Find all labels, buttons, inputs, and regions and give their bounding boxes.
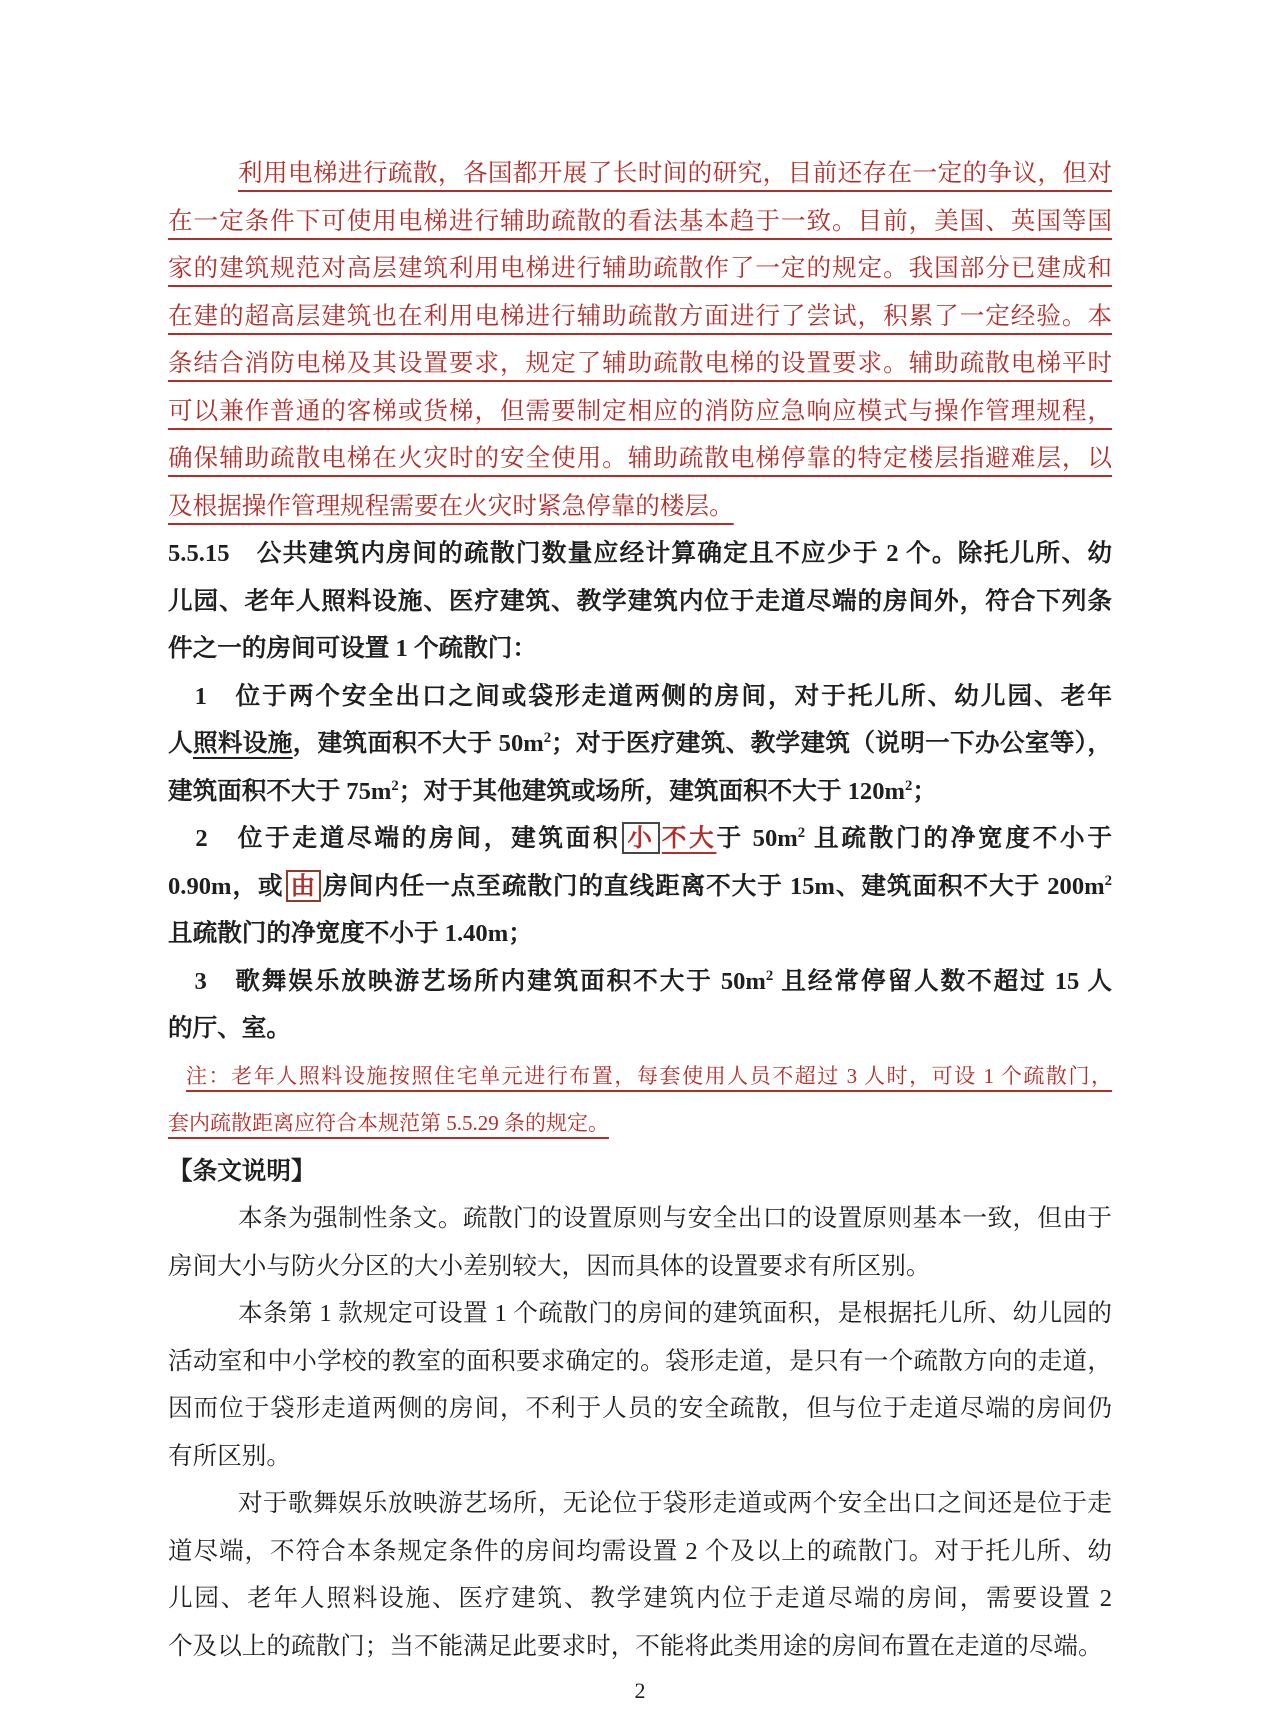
text-line xyxy=(168,1195,1112,1243)
text-line xyxy=(168,1005,1112,1053)
text-run: 确保辅助疏散电梯在火灾时的安全使用。辅助疏散电梯停靠的特定楼层指避难层，以 xyxy=(168,445,1112,472)
text-run: 房间内任一点至疏散门的直线距离不大于 15m、建筑面积不大于 200m xyxy=(323,872,1105,900)
text-run: 个及以上的疏散门；当不能满足此要求时，不能将此类用途的房间布置在走道的尽端。 xyxy=(168,1632,1103,1660)
revision-deleted-text: 不大 xyxy=(661,825,717,852)
text-run: 家的建筑规范对高层建筑利用电梯进行辅助疏散作了一定的规定。我国部分已建成和 xyxy=(168,255,1112,282)
text-run: 于 50m xyxy=(716,825,798,852)
document-body xyxy=(168,150,1112,1670)
text-run: 条结合消防电梯及其设置要求，规定了辅助疏散电梯的设置要求。辅助疏散电梯平时 xyxy=(168,350,1112,377)
text-run: 利用电梯进行疏散，各国都开展了长时间的研究，目前还存在一定的争议，但对 xyxy=(238,160,1112,187)
text-run: 件之一的房间可设置 1 个疏散门： xyxy=(168,635,537,662)
commentary-elevator-evacuation xyxy=(168,150,1112,530)
text-line xyxy=(168,1100,1112,1148)
text-line xyxy=(168,1385,1112,1433)
text-line xyxy=(168,1480,1112,1528)
text-run: 儿园、老年人照料设施、医疗建筑、教学建筑内位于走道尽端的房间外，符合下列条 xyxy=(168,587,1112,615)
text-run: ；对于医疗建筑、教学建筑（说明一下办公室等）， xyxy=(551,730,1112,757)
revision-inserted-char-box: 由 xyxy=(286,870,322,902)
text-run: 可以兼作普通的客梯或货梯，但需要制定相应的消防应急响应模式与操作管理规程， xyxy=(168,397,1112,425)
text-run: 且疏散门的净宽度不小于 1.40m； xyxy=(168,920,533,947)
text-run: 在一定条件下可使用电梯进行辅助疏散的看法基本趋于一致。目前，美国、英国等国 xyxy=(168,207,1112,235)
superscript: 2 xyxy=(797,824,806,841)
commentary-para-3 xyxy=(168,1480,1112,1670)
text-run: 人 xyxy=(168,730,193,757)
text-line xyxy=(168,340,1112,388)
text-run: 建筑面积不大于 75m xyxy=(168,777,392,805)
commentary-para-1 xyxy=(168,1195,1112,1290)
text-run: 3 歌舞娱乐放映游艺场所内建筑面积不大于 50m xyxy=(168,967,766,995)
text-line xyxy=(168,1053,1112,1101)
text-line xyxy=(168,1575,1112,1623)
text-line xyxy=(168,910,1112,958)
text-line xyxy=(168,958,1112,1006)
text-run: 本条为强制性条文。疏散门的设置原则与安全出口的设置原则基本一致，但由于 xyxy=(238,1205,1112,1232)
page-number: 2 xyxy=(634,1678,646,1703)
text-run: 活动室和中小学校的教室的面积要求确定的。袋形走道，是只有一个疏散方向的走道， xyxy=(168,1347,1112,1375)
text-run: 且经常停留人数不超过 15 人 xyxy=(773,967,1112,995)
text-run: 1 位于两个安全出口之间或袋形走道两侧的房间，对于托儿所、幼儿园、老年 xyxy=(168,682,1112,710)
text-line xyxy=(168,1290,1112,1338)
text-line xyxy=(168,293,1112,341)
text-run: 因而位于袋形走道两侧的房间，不利于人员的安全疏散，但与位于走道尽端的房间仍 xyxy=(168,1395,1112,1422)
text-line xyxy=(168,625,1112,673)
text-run: 对于歌舞娱乐放映游艺场所，无论位于袋形走道或两个安全出口之间还是位于走 xyxy=(238,1490,1112,1517)
text-run: 0.90m，或 xyxy=(168,872,284,900)
text-run: ，建筑面积不大于 50m xyxy=(292,730,544,757)
text-line xyxy=(168,388,1112,436)
commentary-para-2 xyxy=(168,1290,1112,1480)
text-run: 本条第 1 款规定可设置 1 个疏散门的房间的建筑面积，是根据托儿所、幼儿园的 xyxy=(238,1300,1112,1327)
text-line xyxy=(168,768,1112,816)
text-line xyxy=(168,815,1112,863)
superscript: 2 xyxy=(391,777,399,794)
superscript: 2 xyxy=(904,777,913,794)
text-line xyxy=(168,483,1112,531)
text-run: 【条文说明】 xyxy=(168,1157,316,1185)
text-run: ；对于其他建筑或场所，建筑面积不大于 120m xyxy=(398,777,905,805)
text-line xyxy=(168,150,1112,198)
text-run: 套内疏散距离应符合本规范第 5.5.29 条的规定。 xyxy=(168,1111,609,1135)
superscript: 2 xyxy=(765,967,774,984)
text-run: 注：老年人照料设施按照住宅单元进行布置，每套使用人员不超过 3 人时，可设 1 个疏散门， xyxy=(186,1063,1112,1088)
text-line xyxy=(168,1338,1112,1386)
text-line xyxy=(168,530,1112,578)
text-line xyxy=(168,1148,1112,1196)
text-run: 2 位于走道尽端的房间，建筑面积 xyxy=(168,825,621,852)
superscript: 2 xyxy=(1104,872,1112,889)
revision-inserted-char-box: 小 xyxy=(622,822,659,854)
text-line xyxy=(168,1528,1112,1576)
text-run: 及根据操作管理规程需要在火灾时紧急停靠的楼层。 xyxy=(168,492,734,520)
text-line xyxy=(168,435,1112,483)
text-line xyxy=(168,673,1112,721)
text-run: 有所区别。 xyxy=(168,1442,291,1470)
text-line xyxy=(168,198,1112,246)
underlined-term: 照料设施 xyxy=(192,730,293,757)
clause-note xyxy=(168,1053,1112,1148)
text-run: ； xyxy=(912,777,937,805)
clause-5-5-15 xyxy=(168,530,1112,673)
text-line xyxy=(168,1433,1112,1481)
text-run: 在建的超高层建筑也在利用电梯进行辅助疏散方面进行了尝试，积累了一定经验。本 xyxy=(168,302,1112,330)
text-line xyxy=(168,245,1112,293)
text-run: 的厅、室。 xyxy=(168,1015,291,1042)
text-line xyxy=(168,1623,1112,1671)
text-line xyxy=(168,1243,1112,1291)
text-line xyxy=(168,578,1112,626)
heading-commentary xyxy=(168,1148,1112,1196)
clause-item-3 xyxy=(168,958,1112,1053)
text-run: 且疏散门的净宽度不小于 xyxy=(805,825,1112,852)
text-run: 房间大小与防火分区的大小差别较大，因而具体的设置要求有所区别。 xyxy=(168,1252,931,1280)
clause-item-2 xyxy=(168,815,1112,958)
text-run: 5.5.15 公共建筑内房间的疏散门数量应经计算确定且不应少于 2 个。除托儿所、幼 xyxy=(168,540,1112,567)
superscript: 2 xyxy=(543,729,552,746)
clause-item-1 xyxy=(168,673,1112,816)
text-run: 儿园、老年人照料设施、医疗建筑、教学建筑内位于走道尽端的房间，需要设置 2 xyxy=(168,1585,1112,1612)
text-line xyxy=(168,863,1112,911)
text-line xyxy=(168,720,1112,768)
text-run: 道尽端，不符合本条规定条件的房间均需设置 2 个及以上的疏散门。对于托儿所、幼 xyxy=(168,1537,1112,1565)
